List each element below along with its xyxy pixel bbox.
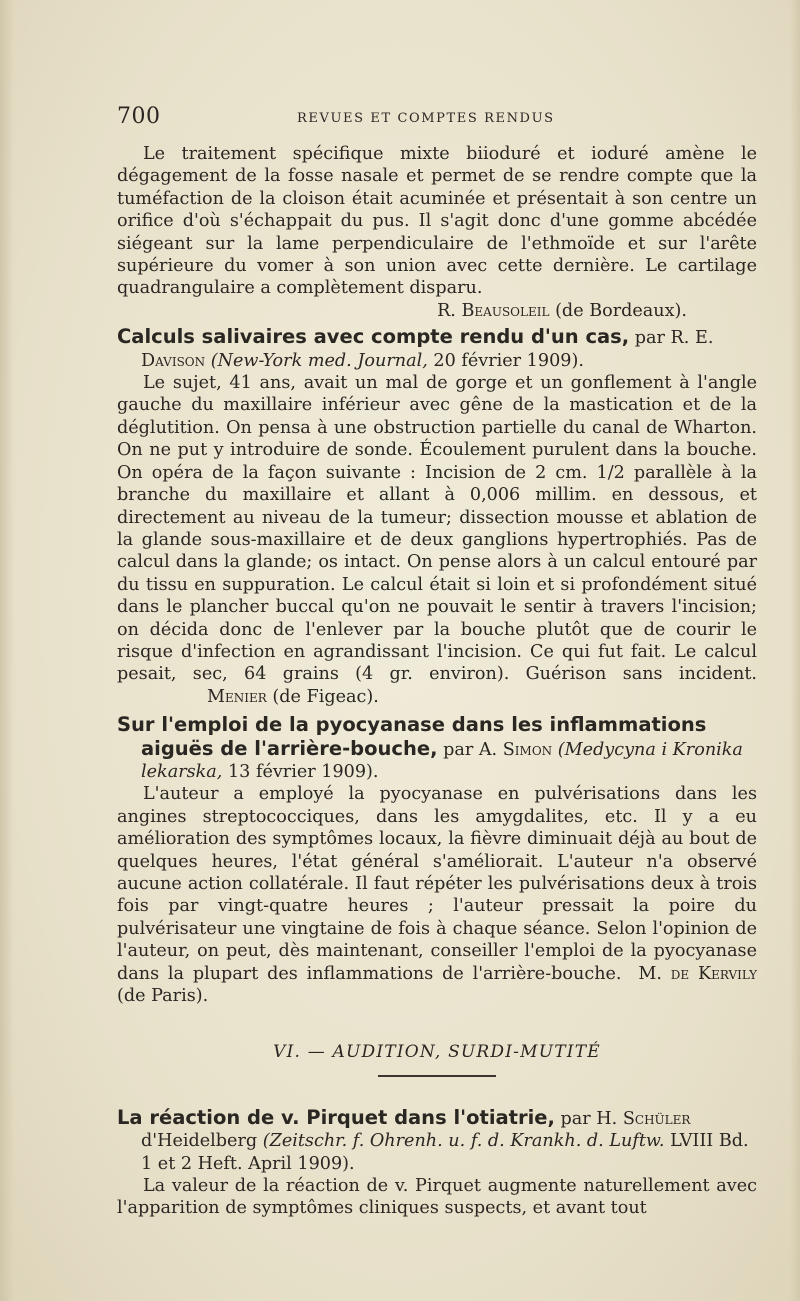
signature-place: (de Figeac). [272, 686, 379, 707]
article-journal: (New-York med. Journal, [210, 350, 428, 371]
signature-name: Kervily [697, 963, 758, 984]
signature-name: Menier [207, 686, 267, 707]
page-shadow-right [790, 0, 800, 1301]
article-by: par H. [560, 1108, 618, 1129]
section-rule [378, 1075, 496, 1077]
article-author: R. E. Davison [141, 328, 714, 371]
article-heading-calculs [117, 326, 757, 372]
article-origin: d'Heidelberg [141, 1131, 258, 1152]
section-heading: VI. — AUDITION, SURDI-MUTITÉ [273, 1042, 601, 1063]
page-content [117, 143, 757, 1220]
article-date: 13 février 1909). [227, 761, 379, 782]
signature-menier [117, 687, 379, 707]
article-heading-pirquet [117, 1107, 757, 1175]
article-journal: (Medycyna i Kronika lekarska, [141, 739, 743, 782]
page-shadow-left [0, 0, 14, 1301]
article-author: Simon [502, 739, 553, 760]
paragraph-gomme: Le traitement spécifique mixte biioduré et ioduré amène le dégagement de la fosse nasale et permet de se rendre compte que la tuméfaction de la cloison était acuminée et présentait à son centre un orifice d'où s'échappait du pus. Il s'agit donc d'une gomme abcédée siégeant sur la lame perpendiculaire de l'ethmoïde et sur l'arête supérieure du vomer à son union avec cette dernière. Le cartilage quadrangulaire a complètement disparu. [117, 144, 757, 299]
signature-particle: de [670, 963, 690, 984]
page-number: 700 [117, 104, 161, 129]
signature-place: (de Paris). [117, 986, 209, 1007]
article-heading-pyocyanase [117, 714, 757, 783]
paragraph-pirquet: La valeur de la réaction de v. Pirquet augmente naturellement avec l'apparition de symptômes cliniques suspects, et avant tout [117, 1176, 757, 1219]
paragraph-pyocyanase [117, 783, 757, 1007]
article-journal: (Zeitschr. f. Ohrenh. u. f. d. Krankh. d. Luftw. [262, 1131, 665, 1152]
article-body: L'auteur a employé la pyocyanase en pulvérisations dans les angines streptococciques, dans les amygdalites, etc. Il y a eu amélioration des symptômes locaux, la fièvre diminuait déjà au bout de quelques heures, l'état général s'améliorait. L'auteur n'a observé aucune action collatérale. Il faut répéter les pulvérisations deux à trois fois par vingt-quatre heures ; l'auteur pressait la poire du pulvérisateur une vingtaine de fois à chaque séance. Selon l'opinion de l'auteur, on peut, dès maintenant, conseiller l'emploi de la pyocyanase dans la plupart des inflammations de l'arrière-bouche. [117, 784, 757, 984]
signature-prefix: M. [638, 963, 662, 984]
signature-name: R. Beausoleil [437, 300, 550, 321]
running-title: REVUES ET COMPTES RENDUS [297, 111, 555, 126]
page-header [117, 104, 747, 134]
article-date: 20 février 1909). [433, 350, 584, 371]
article-title: La réaction de v. Pirquet dans l'otiatrie, [117, 1105, 555, 1129]
article-body: Le sujet, 41 ans, avait un mal de gorge et un gonflement à l'angle gauche du maxillaire inférieur avec gêne de la mastication et de la déglutition. On pensa à une obstruction partielle du canal de Wharton. On ne put y introduire de sonde. Écoulement purulent dans la bouche. On opéra de la façon suivante : Incision de 2 cm. 1/2 parallèle à la branche du maxillaire et allant à 0,006 millim. en dessous, et directement au niveau de la tumeur; dissection mousse et ablation de la glande sous-maxillaire et de deux ganglions hypertrophiés. Pas de calcul dans la glande; os intact. On pense alors à un calcul entouré par du tissu en suppuration. Le calcul était si loin et si profondément situé dans le plancher buccal qu'on ne pouvait le sentir à travers l'incision; on décida donc de l'enlever par la bouche plutôt que de courir le risque d'infection en agrandissant l'incision. Ce qui fut fait. Le calcul pesait, sec, 64 grains (4 gr. environ). Guérison sans incident. [117, 373, 757, 685]
signature-place: (de Bordeaux). [555, 300, 687, 321]
article-volume: LVIII Bd. 1 et 2 Heft. April 1909). [141, 1131, 749, 1174]
article-by: par A. [443, 739, 498, 760]
article-author: Schüler [622, 1108, 691, 1129]
signature-beausoleil [117, 300, 757, 322]
article-title: Sur l'emploi de la pyocyanase dans les inflammations aiguës de l'arrière-bouche, [117, 713, 707, 760]
article-by: par [634, 328, 665, 349]
article-title: Calculs salivaires avec compte rendu d'un cas, [117, 325, 630, 349]
paragraph-calculs [117, 372, 757, 708]
